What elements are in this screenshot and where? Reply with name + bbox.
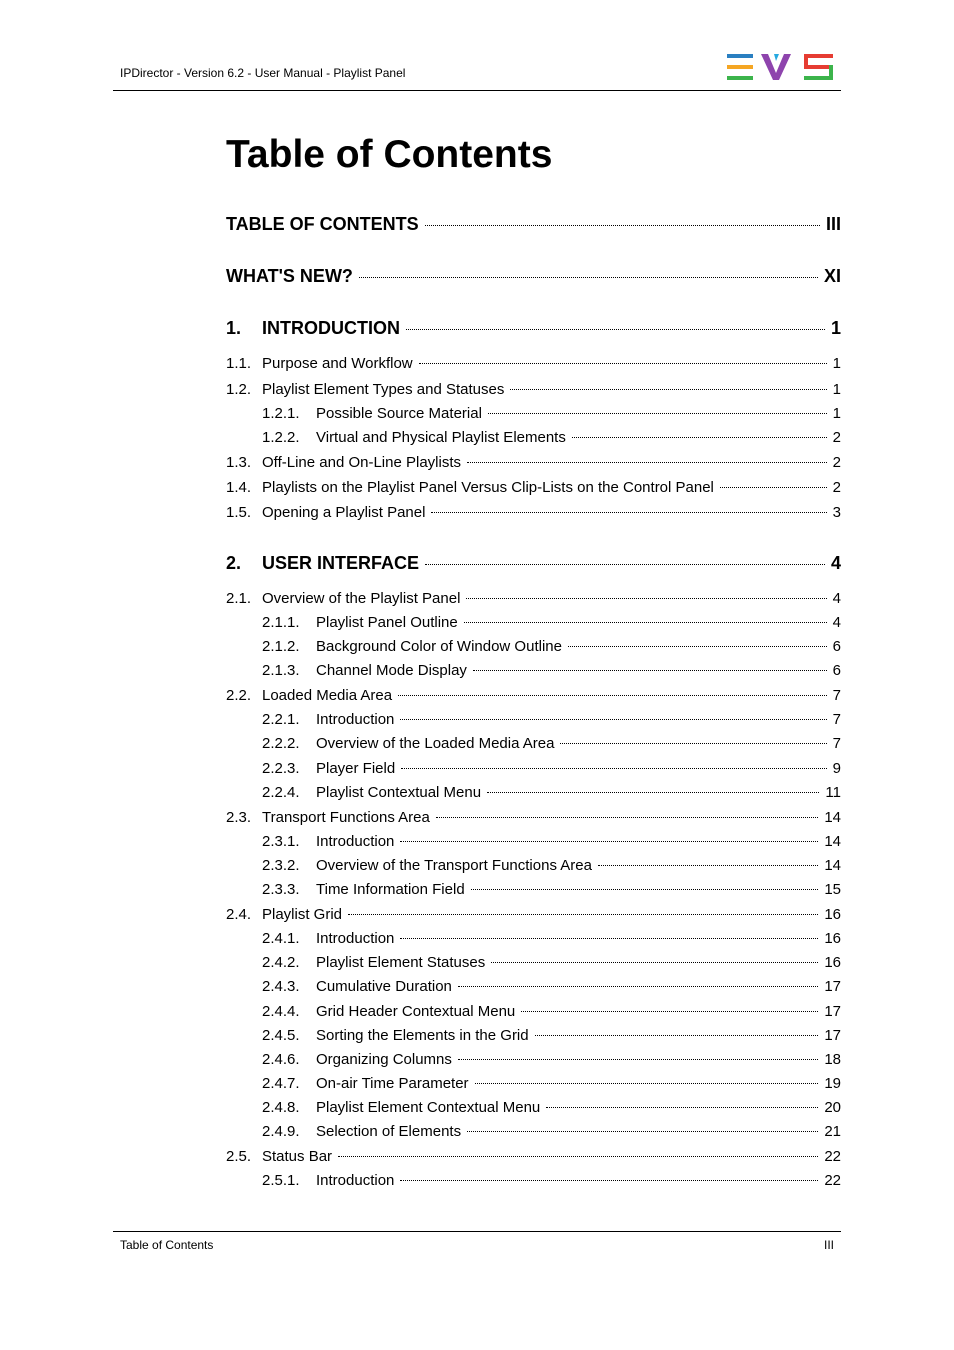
toc-entry[interactable] [226,504,841,521]
toc-entry-number: 1.5. [226,504,252,521]
toc-entry-number: 2.2.1. [262,711,300,728]
footer-page-number: III [823,1238,834,1252]
toc-entry-page: 15 [824,881,841,898]
footer-section-title: Table of Contents [120,1238,214,1252]
toc-entry[interactable] [262,1123,841,1140]
dot-leader [401,768,826,769]
toc-entry[interactable] [226,906,841,923]
dot-leader [488,413,827,414]
toc-entry-number: 2.4.6. [262,1051,300,1068]
logo-s-middle [804,65,833,69]
toc-entry-label: Introduction [316,833,395,850]
toc-entry-number: 2.3.2. [262,857,300,874]
toc-chapter-number: 1. [226,318,242,338]
toc-entry-label: Playlist Contextual Menu [316,784,482,801]
toc-chapter-number: 2. [226,553,242,573]
toc-entry-label: Overview of the Loaded Media Area [316,735,555,752]
dot-leader [467,1131,818,1132]
toc-entry-number: 1.4. [226,479,252,496]
page-title: Table of Contents [226,133,553,176]
toc-entry-label: Playlist Element Types and Statuses [262,381,505,398]
dot-leader [398,695,827,696]
toc-entry-number: 2.4. [226,906,252,923]
dot-leader [400,719,826,720]
toc-entry-label: Player Field [316,760,396,777]
toc-entry-number: 2.1.1. [262,614,300,631]
dot-leader [568,646,827,647]
toc-entry[interactable] [226,590,841,607]
toc-chapter-label: USER INTERFACE [262,553,420,573]
toc-entry-page: 16 [824,954,841,971]
dot-leader [473,670,827,671]
toc-entry[interactable] [226,355,841,372]
dot-leader [359,277,818,278]
dot-leader [487,792,819,793]
dot-leader [521,1011,818,1012]
toc-entry[interactable] [262,930,841,947]
toc-entry[interactable] [262,1027,841,1044]
logo-e-bar-middle [727,65,753,69]
toc-entry[interactable] [262,662,841,679]
toc-entry-page: 1 [832,355,841,372]
toc-entry[interactable] [262,711,841,728]
toc-entry-number: 2.5. [226,1148,252,1165]
toc-entry-label: Loaded Media Area [262,687,393,704]
toc-entry-number: 2.4.8. [262,1099,300,1116]
toc-chapter-introduction[interactable] [226,318,841,339]
toc-entry[interactable] [262,614,841,631]
toc-entry-label: Channel Mode Display [316,662,467,679]
toc-entry[interactable] [226,687,841,704]
toc-entry[interactable] [226,1148,841,1165]
toc-entry-number: 2.4.9. [262,1123,300,1140]
toc-entry-page: 3 [832,504,841,521]
toc-entry-page: 2 [832,454,841,471]
toc-entry-number: 2.2.4. [262,784,300,801]
toc-entry[interactable] [226,381,841,398]
toc-entry-label: Playlist Panel Outline [316,614,458,631]
toc-entry[interactable] [262,760,841,777]
dot-leader [400,938,818,939]
toc-entry-page: 22 [824,1148,841,1165]
toc-entry-table-of-contents[interactable] [226,214,841,235]
toc-entry-page: 17 [824,978,841,995]
toc-entry-page: 22 [824,1172,841,1189]
toc-entry-label: Overview of the Transport Functions Area [316,857,592,874]
toc-entry[interactable] [262,735,841,752]
toc-entry-number: 2.3.3. [262,881,300,898]
toc-chapter-page: 1 [830,318,841,338]
toc-chapter-page: 4 [830,553,841,573]
toc-chapter-user-interface[interactable] [226,553,841,574]
dot-leader [560,743,826,744]
toc-entry-page: 16 [824,906,841,923]
dot-leader [458,986,818,987]
logo-s-top [804,54,833,58]
toc-entry-number: 2.1. [226,590,252,607]
dot-leader [436,817,818,818]
toc-entry-number: 1.1. [226,355,252,372]
logo-e-bar-top [727,54,753,58]
toc-entry-label: Status Bar [262,1148,333,1165]
toc-entry-page: 20 [824,1099,841,1116]
toc-entry-label: WHAT'S NEW? [226,266,353,286]
toc-entry-number: 1.3. [226,454,252,471]
toc-entry-page: 1 [832,405,841,422]
dot-leader [471,889,819,890]
dot-leader [572,437,827,438]
toc-entry-label: Purpose and Workflow [262,355,413,372]
dot-leader [466,598,826,599]
toc-entry[interactable] [262,978,841,995]
toc-entry-whats-new[interactable] [226,266,841,287]
toc-entry-page: 7 [832,735,841,752]
toc-entry-page: 2 [832,429,841,446]
toc-entry[interactable] [262,638,841,655]
toc-entry-number: 2.4.4. [262,1003,300,1020]
toc-entry[interactable] [226,809,841,826]
toc-entry-page: 17 [824,1027,841,1044]
toc-entry-label: TABLE OF CONTENTS [226,214,419,234]
toc-entry[interactable] [262,857,841,874]
dot-leader [425,225,820,226]
toc-entry-number: 2.5.1. [262,1172,300,1189]
toc-entry-page: 1 [832,381,841,398]
header-rule [113,90,841,91]
toc-entry[interactable] [226,479,841,496]
toc-entry-page: 14 [824,809,841,826]
toc-entry-label: Virtual and Physical Playlist Elements [316,429,566,446]
toc-entry-number: 2.1.2. [262,638,300,655]
toc-entry-number: 1.2. [226,381,252,398]
header-title: IPDirector - Version 6.2 - User Manual - Playlist Panel [120,66,406,80]
toc-entry-number: 2.4.5. [262,1027,300,1044]
dot-leader [406,329,825,330]
toc-entry-label: Grid Header Contextual Menu [316,1003,516,1020]
logo-e-bar-bottom [727,76,753,80]
toc-entry-page: XI [823,266,841,286]
dot-leader [546,1107,818,1108]
toc-entry-label: Sorting the Elements in the Grid [316,1027,529,1044]
dot-leader [425,564,825,565]
toc-entry-label: Introduction [316,711,395,728]
toc-entry[interactable] [262,1099,841,1116]
toc-entry-number: 2.2. [226,687,252,704]
toc-entry-number: 2.2.3. [262,760,300,777]
dot-leader [431,512,826,513]
dot-leader [598,865,818,866]
toc-entry-page: 4 [832,590,841,607]
dot-leader [348,914,818,915]
toc-entry[interactable] [262,1003,841,1020]
toc-entry-page: 18 [824,1051,841,1068]
toc-entry-page: 11 [825,784,841,801]
dot-leader [720,487,827,488]
toc-entry-page: 6 [832,662,841,679]
toc-entry-page: 6 [832,638,841,655]
toc-entry-number: 1.2.2. [262,429,300,446]
footer-rule [113,1231,841,1232]
toc-entry-number: 2.4.2. [262,954,300,971]
toc-entry-page: 7 [832,711,841,728]
toc-entry-label: Playlist Grid [262,906,343,923]
toc-entry-number: 2.4.1. [262,930,300,947]
dot-leader [510,389,826,390]
evs-logo [727,54,833,81]
dot-leader [464,622,827,623]
toc-entry[interactable] [262,405,841,422]
dot-leader [400,1180,818,1181]
dot-leader [535,1035,819,1036]
toc-entry-label: Introduction [316,1172,395,1189]
toc-entry-label: Transport Functions Area [262,809,430,826]
toc-entry-page: 7 [832,687,841,704]
logo-v-accent [774,54,779,61]
toc-entry-label: Playlist Element Contextual Menu [316,1099,541,1116]
toc-entry[interactable] [262,784,841,801]
toc-entry[interactable] [262,1172,841,1189]
toc-entry-page: 19 [824,1075,841,1092]
toc-entry-page: 4 [832,614,841,631]
toc-entry-label: Possible Source Material [316,405,482,422]
toc-entry-label: Playlists on the Playlist Panel Versus Clip-Lists on the Control Panel [262,479,714,496]
toc-entry-label: Organizing Columns [316,1051,452,1068]
toc-entry-page: 17 [824,1003,841,1020]
dot-leader [400,841,818,842]
toc-entry-label: Selection of Elements [316,1123,462,1140]
toc-entry[interactable] [262,429,841,446]
toc-entry[interactable] [262,881,841,898]
toc-entry-number: 2.3. [226,809,252,826]
toc-entry[interactable] [262,954,841,971]
dot-leader [475,1083,819,1084]
toc-entry-label: Cumulative Duration [316,978,452,995]
toc-entry[interactable] [262,1051,841,1068]
toc-entry-label: Overview of the Playlist Panel [262,590,461,607]
toc-entry-page: 9 [832,760,841,777]
toc-entry-number: 2.3.1. [262,833,300,850]
dot-leader [458,1059,818,1060]
toc-entry[interactable] [226,454,841,471]
toc-entry-label: Introduction [316,930,395,947]
toc-entry-label: Time Information Field [316,881,465,898]
toc-entry-page: 14 [824,857,841,874]
toc-entry-page: 2 [832,479,841,496]
toc-entry-page: 14 [824,833,841,850]
toc-entry-label: On-air Time Parameter [316,1075,469,1092]
dot-leader [467,462,827,463]
toc-entry-page: III [825,214,841,234]
toc-entry-label: Off-Line and On-Line Playlists [262,454,461,471]
dot-leader [338,1156,818,1157]
toc-entry-number: 2.4.7. [262,1075,300,1092]
toc-entry-number: 1.2.1. [262,405,300,422]
toc-chapter-label: INTRODUCTION [262,318,400,338]
toc-entry-number: 2.1.3. [262,662,300,679]
toc-entry-number: 2.4.3. [262,978,300,995]
toc-entry-label: Opening a Playlist Panel [262,504,426,521]
toc-entry-label: Playlist Element Statuses [316,954,486,971]
toc-entry[interactable] [262,833,841,850]
toc-entry[interactable] [262,1075,841,1092]
toc-entry-page: 16 [824,930,841,947]
dot-leader [419,363,827,364]
dot-leader [491,962,818,963]
toc-entry-page: 21 [824,1123,841,1140]
logo-s-bottom [804,76,833,80]
toc-entry-label: Background Color of Window Outline [316,638,562,655]
toc-entry-number: 2.2.2. [262,735,300,752]
